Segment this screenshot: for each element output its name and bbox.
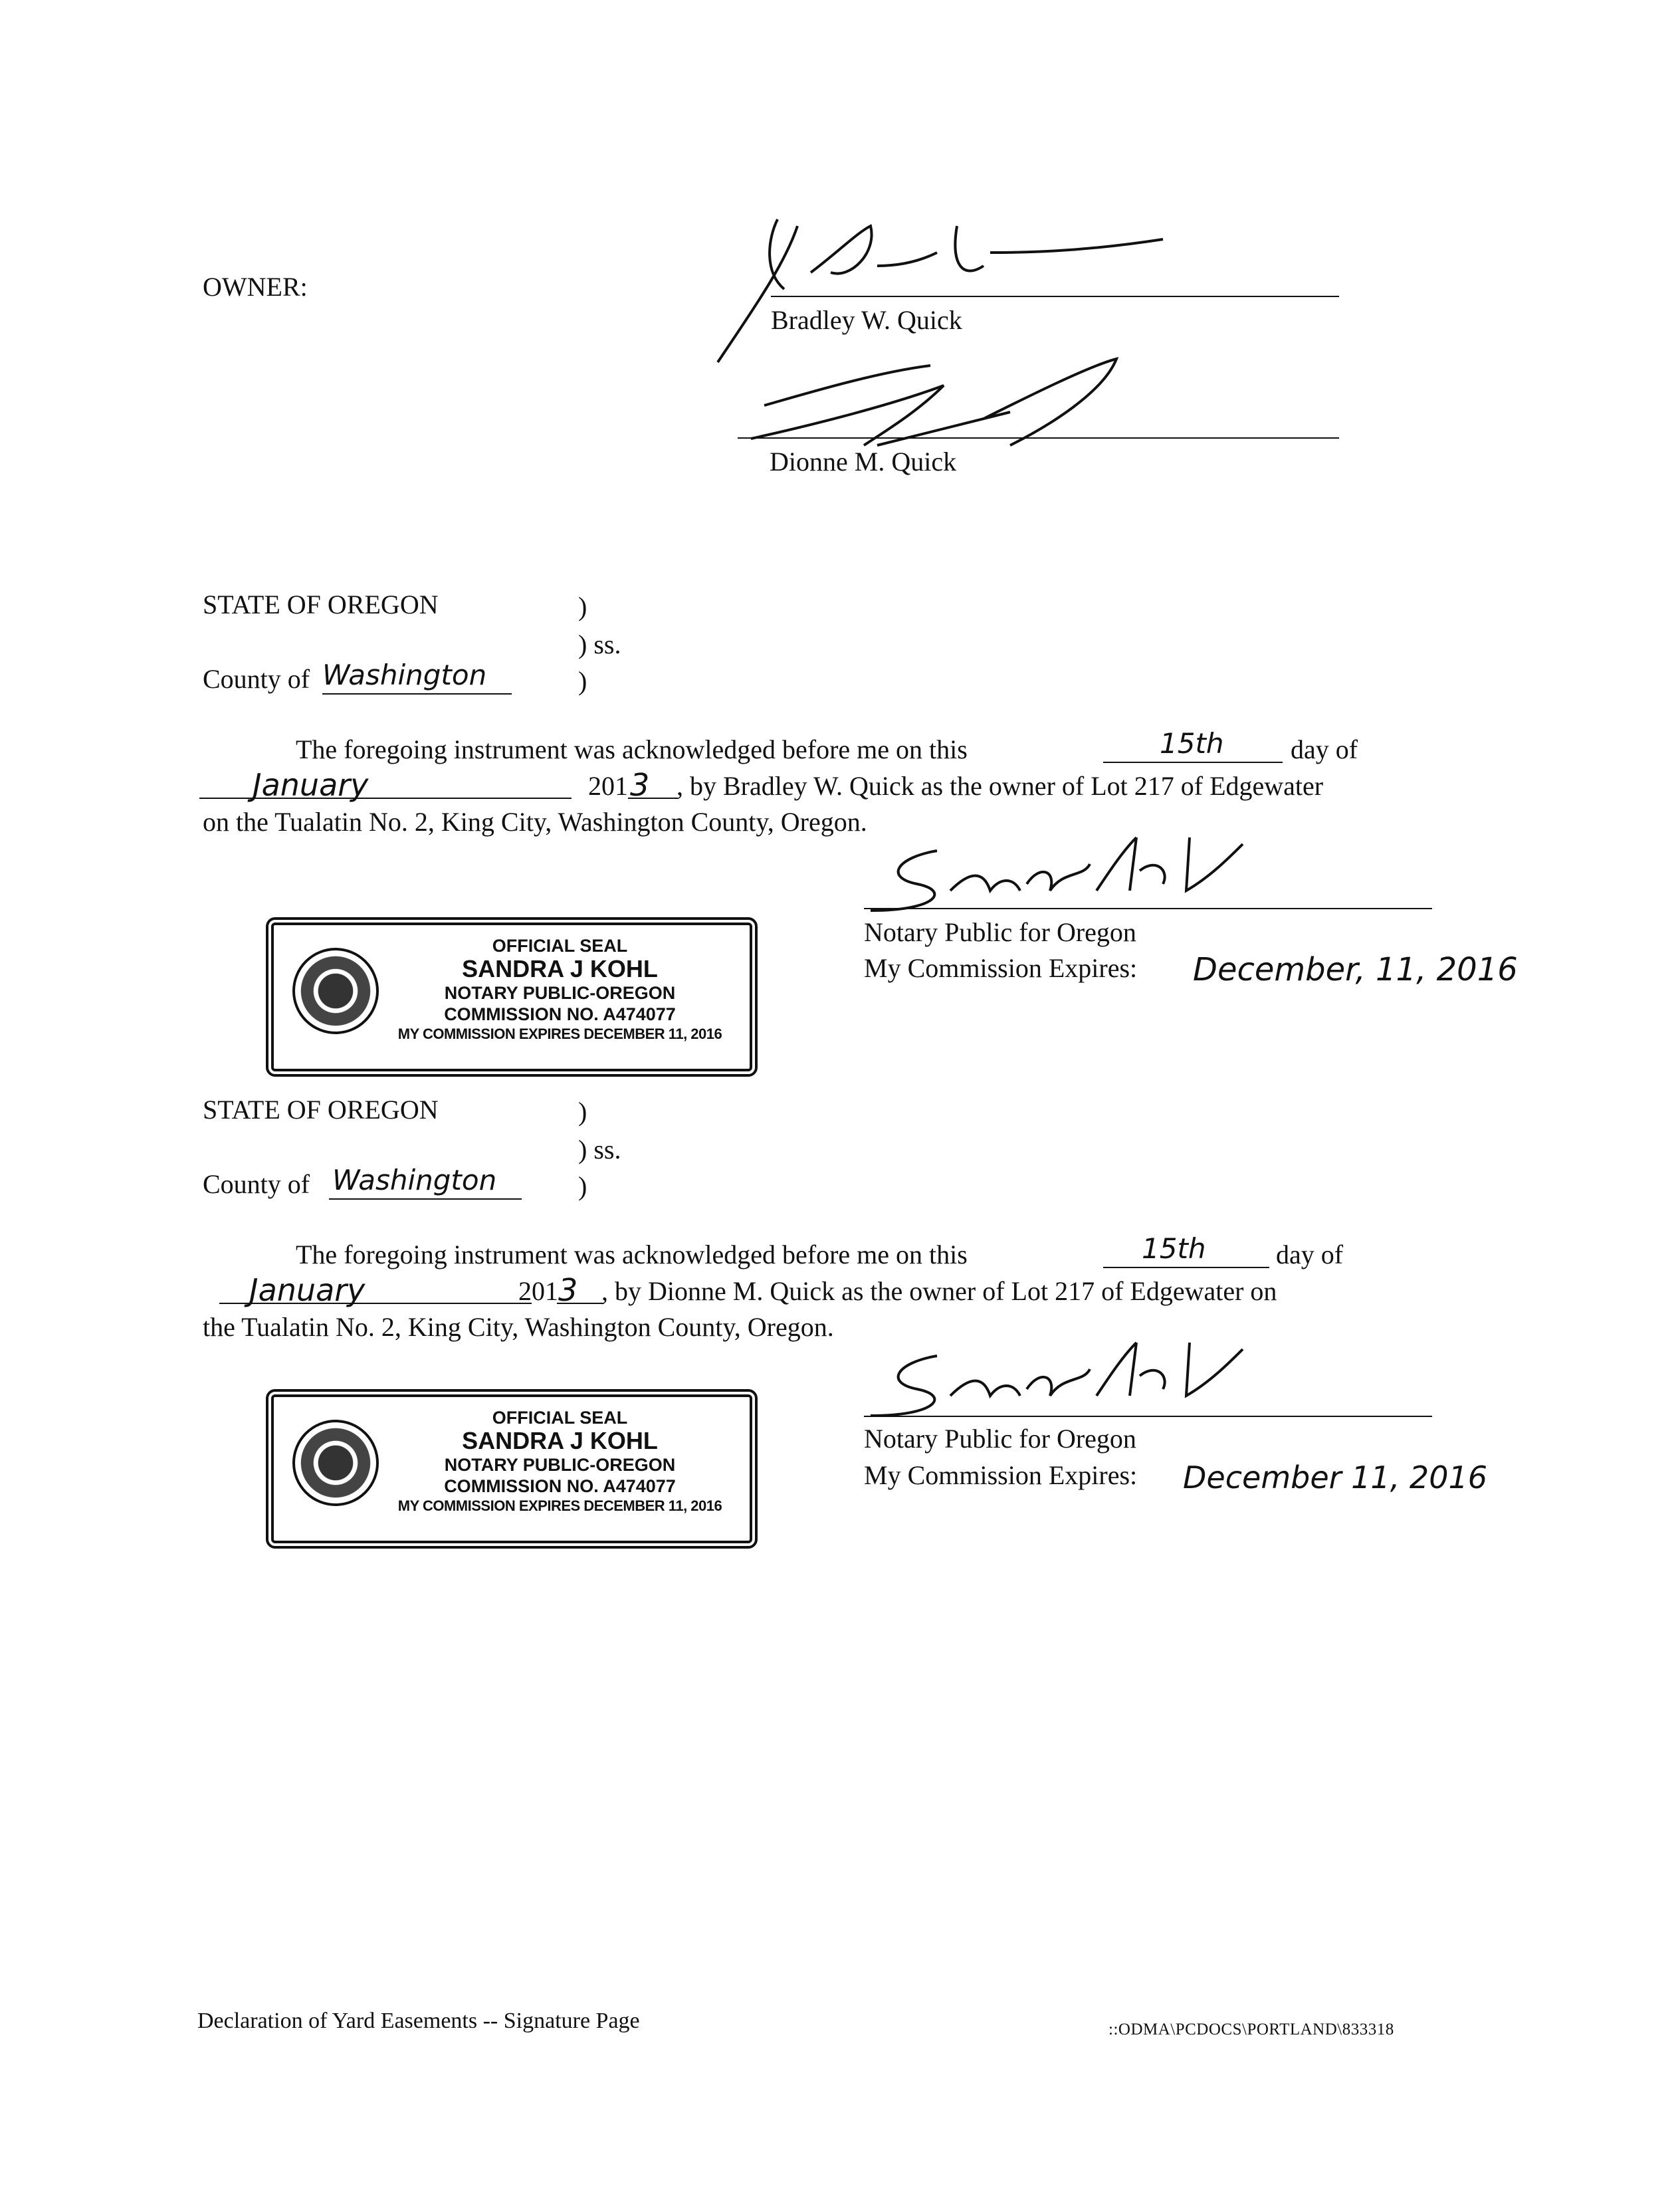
seal-expiry: MY COMMISSION EXPIRES DECEMBER 11, 2016 xyxy=(397,1497,722,1514)
day-line-2 xyxy=(1103,1267,1269,1268)
year-prefix-1: 201 xyxy=(588,771,628,801)
seal-title: OFFICIAL SEAL xyxy=(492,936,628,956)
seal-expiry: MY COMMISSION EXPIRES DECEMBER 11, 2016 xyxy=(397,1026,722,1042)
ack-line1-2: The foregoing instrument was acknowledged before me on this xyxy=(296,1240,968,1269)
ack-line2-2: , by Dionne M. Quick as the owner of Lot 217 of Edgewater on xyxy=(601,1276,1277,1306)
year-line-2 xyxy=(557,1303,603,1304)
signature-line-dionne xyxy=(738,437,1339,439)
notary-seal-1 xyxy=(266,917,758,1077)
seal-notary-name: SANDRA J KOHL xyxy=(462,1427,658,1454)
day-of-2: day of xyxy=(1276,1240,1344,1269)
signature-bradley xyxy=(704,213,1209,366)
ack-line3-1: on the Tualatin No. 2, King City, Washington County, Oregon. xyxy=(203,807,867,837)
notary-sign-line-1 xyxy=(864,908,1432,909)
seal-notary-public: NOTARY PUBLIC-OREGON xyxy=(444,1455,676,1475)
county-hand-2: Washington xyxy=(332,1164,497,1196)
year-line-1 xyxy=(628,798,678,799)
month-hand-1: January xyxy=(253,767,369,803)
paren-bot-2: ) xyxy=(578,1171,587,1201)
county-hand-1: Washington xyxy=(322,659,487,691)
month-hand-2: January xyxy=(249,1272,366,1308)
seal-title: OFFICIAL SEAL xyxy=(492,1408,628,1428)
signature-line-bradley xyxy=(771,296,1339,297)
paren-ss-2: ) ss. xyxy=(578,1135,621,1164)
day-hand-1: 15th xyxy=(1160,727,1224,760)
commission-hand-1: December, 11, 2016 xyxy=(1193,951,1518,988)
state-label-1: STATE OF OREGON xyxy=(203,590,439,619)
paren-ss-1: ) ss. xyxy=(578,629,621,659)
day-line-1 xyxy=(1103,762,1283,763)
commission-label-1: My Commission Expires: xyxy=(864,953,1138,983)
seal-commission-no: COMMISSION NO. A474077 xyxy=(444,1004,676,1024)
notary-signature-1 xyxy=(857,831,1269,924)
county-prefix-1: County of xyxy=(203,664,310,694)
notary-title-2: Notary Public for Oregon xyxy=(864,1424,1136,1454)
day-hand-2: 15th xyxy=(1142,1232,1206,1265)
ack-line2-1: , by Bradley W. Quick as the owner of Lot 217 of Edgewater xyxy=(677,771,1324,801)
county-prefix-2: County of xyxy=(203,1169,310,1199)
footer-doc-path: ::ODMA\PCDOCS\PORTLAND\833318 xyxy=(1108,2021,1394,2038)
notary-signature-2 xyxy=(857,1336,1269,1429)
seal-notary-name: SANDRA J KOHL xyxy=(462,955,658,982)
notary-sign-line-2 xyxy=(864,1416,1432,1417)
notary-seal-2 xyxy=(266,1389,758,1549)
paren-bot-1: ) xyxy=(578,666,587,696)
signer-name-bradley: Bradley W. Quick xyxy=(771,305,962,335)
notary-title-1: Notary Public for Oregon xyxy=(864,917,1136,947)
year-hand-1: 3 xyxy=(630,767,650,803)
seal-commission-no: COMMISSION NO. A474077 xyxy=(444,1476,676,1496)
ack-line3-2: the Tualatin No. 2, King City, Washington County, Oregon. xyxy=(203,1312,834,1342)
day-of-1: day of xyxy=(1291,734,1358,764)
county-line-2 xyxy=(329,1198,522,1200)
signer-name-dionne: Dionne M. Quick xyxy=(770,447,957,477)
commission-label-2: My Commission Expires: xyxy=(864,1460,1138,1490)
month-line-2 xyxy=(219,1303,532,1304)
ack-line1-1: The foregoing instrument was acknowledged before me on this xyxy=(296,734,968,764)
oregon-state-seal-icon xyxy=(292,1420,379,1506)
state-label-2: STATE OF OREGON xyxy=(203,1095,439,1125)
paren-top-1: ) xyxy=(578,592,587,621)
commission-hand-2: December 11, 2016 xyxy=(1183,1460,1488,1495)
year-prefix-2: 201 xyxy=(518,1276,558,1306)
footer-title: Declaration of Yard Easements -- Signature Page xyxy=(197,2009,640,2033)
owner-label: OWNER: xyxy=(203,272,308,302)
county-line-1 xyxy=(322,693,512,695)
seal-notary-public: NOTARY PUBLIC-OREGON xyxy=(444,983,676,1003)
year-hand-2: 3 xyxy=(558,1272,578,1308)
month-line-1 xyxy=(199,798,572,799)
oregon-state-seal-icon xyxy=(292,948,379,1034)
paren-top-2: ) xyxy=(578,1097,587,1127)
